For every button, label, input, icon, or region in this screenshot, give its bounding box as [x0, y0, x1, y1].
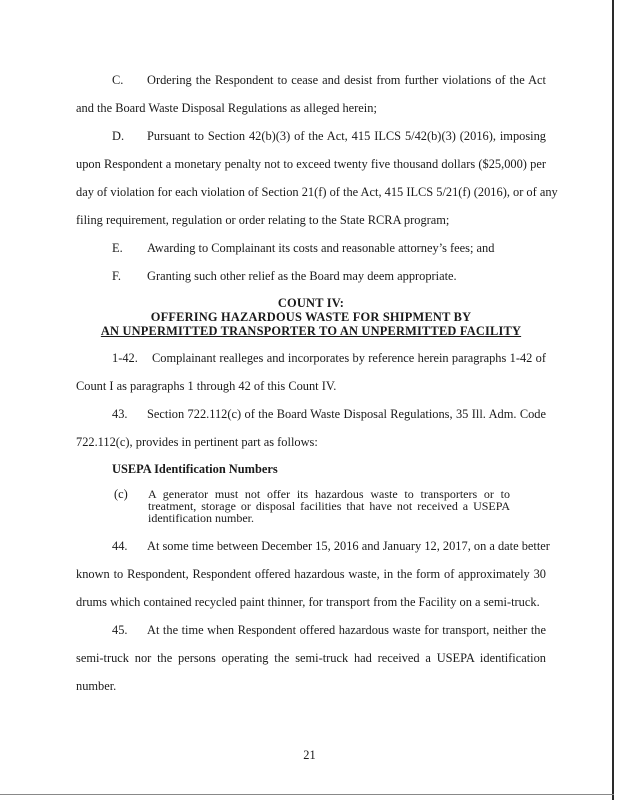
item-d-line-4: filing requirement, regulation or order relating to the State RCRA program;: [76, 213, 450, 227]
quote-line-2: treatment, storage or disposal facilities that have not received a USEPA: [148, 499, 510, 513]
para-44-label: 44.: [112, 539, 128, 553]
para-45-text-1: At the time when Respondent offered hazardous waste for transport, neither the: [147, 623, 546, 637]
page-number: 21: [303, 748, 316, 762]
para-45-line-2: semi-truck nor the persons operating the semi-truck had received a USEPA identification: [76, 651, 546, 665]
count-heading-line-2: OFFERING HAZARDOUS WASTE FOR SHIPMENT BY: [150, 310, 472, 324]
para-1-42-text-1: Complainant realleges and incorporates by reference herein paragraphs 1-42 of: [152, 351, 546, 365]
para-45-label: 45.: [112, 623, 128, 637]
item-f-text-1: Granting such other relief as the Board may deem appropriate.: [147, 269, 457, 283]
item-c-label: C.: [112, 73, 124, 87]
quote-heading: USEPA Identification Numbers: [112, 462, 278, 476]
para-1-42-label: 1-42.: [112, 351, 138, 365]
para-1-42-line-1: [112, 351, 546, 366]
quote-label: (c): [114, 487, 128, 501]
item-d-label: D.: [112, 129, 125, 143]
para-43-line-1: [112, 407, 546, 422]
para-1-42-line-2: Count I as paragraphs 1 through 42 of this Count IV.: [76, 379, 337, 393]
item-c-line-2: and the Board Waste Disposal Regulations as alleged herein;: [76, 101, 377, 115]
count-heading-line-3-text: AN UNPERMITTED TRANSPORTER TO AN UNPERMITTED FACILITY: [100, 324, 522, 338]
count-heading-line-1: COUNT IV:: [277, 296, 345, 310]
item-d-line-3: day of violation for each violation of Section 21(f) of the Act, 415 ILCS 5/21(f) (2016), or of any: [76, 185, 558, 199]
scan-edge-right: [612, 0, 614, 800]
quote-line-3: identification number.: [148, 511, 254, 525]
para-43-label: 43.: [112, 407, 128, 421]
para-45-line-3: number.: [76, 679, 117, 693]
item-d-text-1: Pursuant to Section 42(b)(3) of the Act, 415 ILCS 5/42(b)(3) (2016), imposing: [147, 129, 546, 143]
item-e-label: E.: [112, 241, 123, 255]
para-45-line-1: [112, 623, 546, 638]
item-d-line-1: [112, 129, 546, 144]
item-f-label: F.: [112, 269, 121, 283]
scan-edge-bottom: [0, 794, 614, 795]
count-heading-line-3: [76, 324, 546, 338]
para-44-text-1: At some time between December 15, 2016 and January 12, 2017, on a date better: [147, 539, 550, 553]
quote-line-1: A generator must not offer its hazardous waste to transporters or to: [148, 487, 510, 501]
item-f-line-1: [112, 269, 546, 284]
item-e-text-1: Awarding to Complainant its costs and reasonable attorney’s fees; and: [147, 241, 495, 255]
para-44-line-3: drums which contained recycled paint thinner, for transport from the Facility on a semi-truck.: [76, 595, 540, 609]
para-44-line-2: known to Respondent, Respondent offered hazardous waste, in the form of approximately 30: [76, 567, 546, 581]
item-e-line-1: [112, 241, 546, 256]
para-43-line-2: 722.112(c), provides in pertinent part as follows:: [76, 435, 318, 449]
para-43-text-1: Section 722.112(c) of the Board Waste Disposal Regulations, 35 Ill. Adm. Code: [147, 407, 546, 421]
para-44-line-1: [112, 539, 550, 554]
item-c-line-1: [112, 73, 546, 88]
item-d-line-2: upon Respondent a monetary penalty not to exceed twenty five thousand dollars ($25,000) per: [76, 157, 546, 171]
item-c-text-1: Ordering the Respondent to cease and desist from further violations of the Act: [147, 73, 546, 87]
